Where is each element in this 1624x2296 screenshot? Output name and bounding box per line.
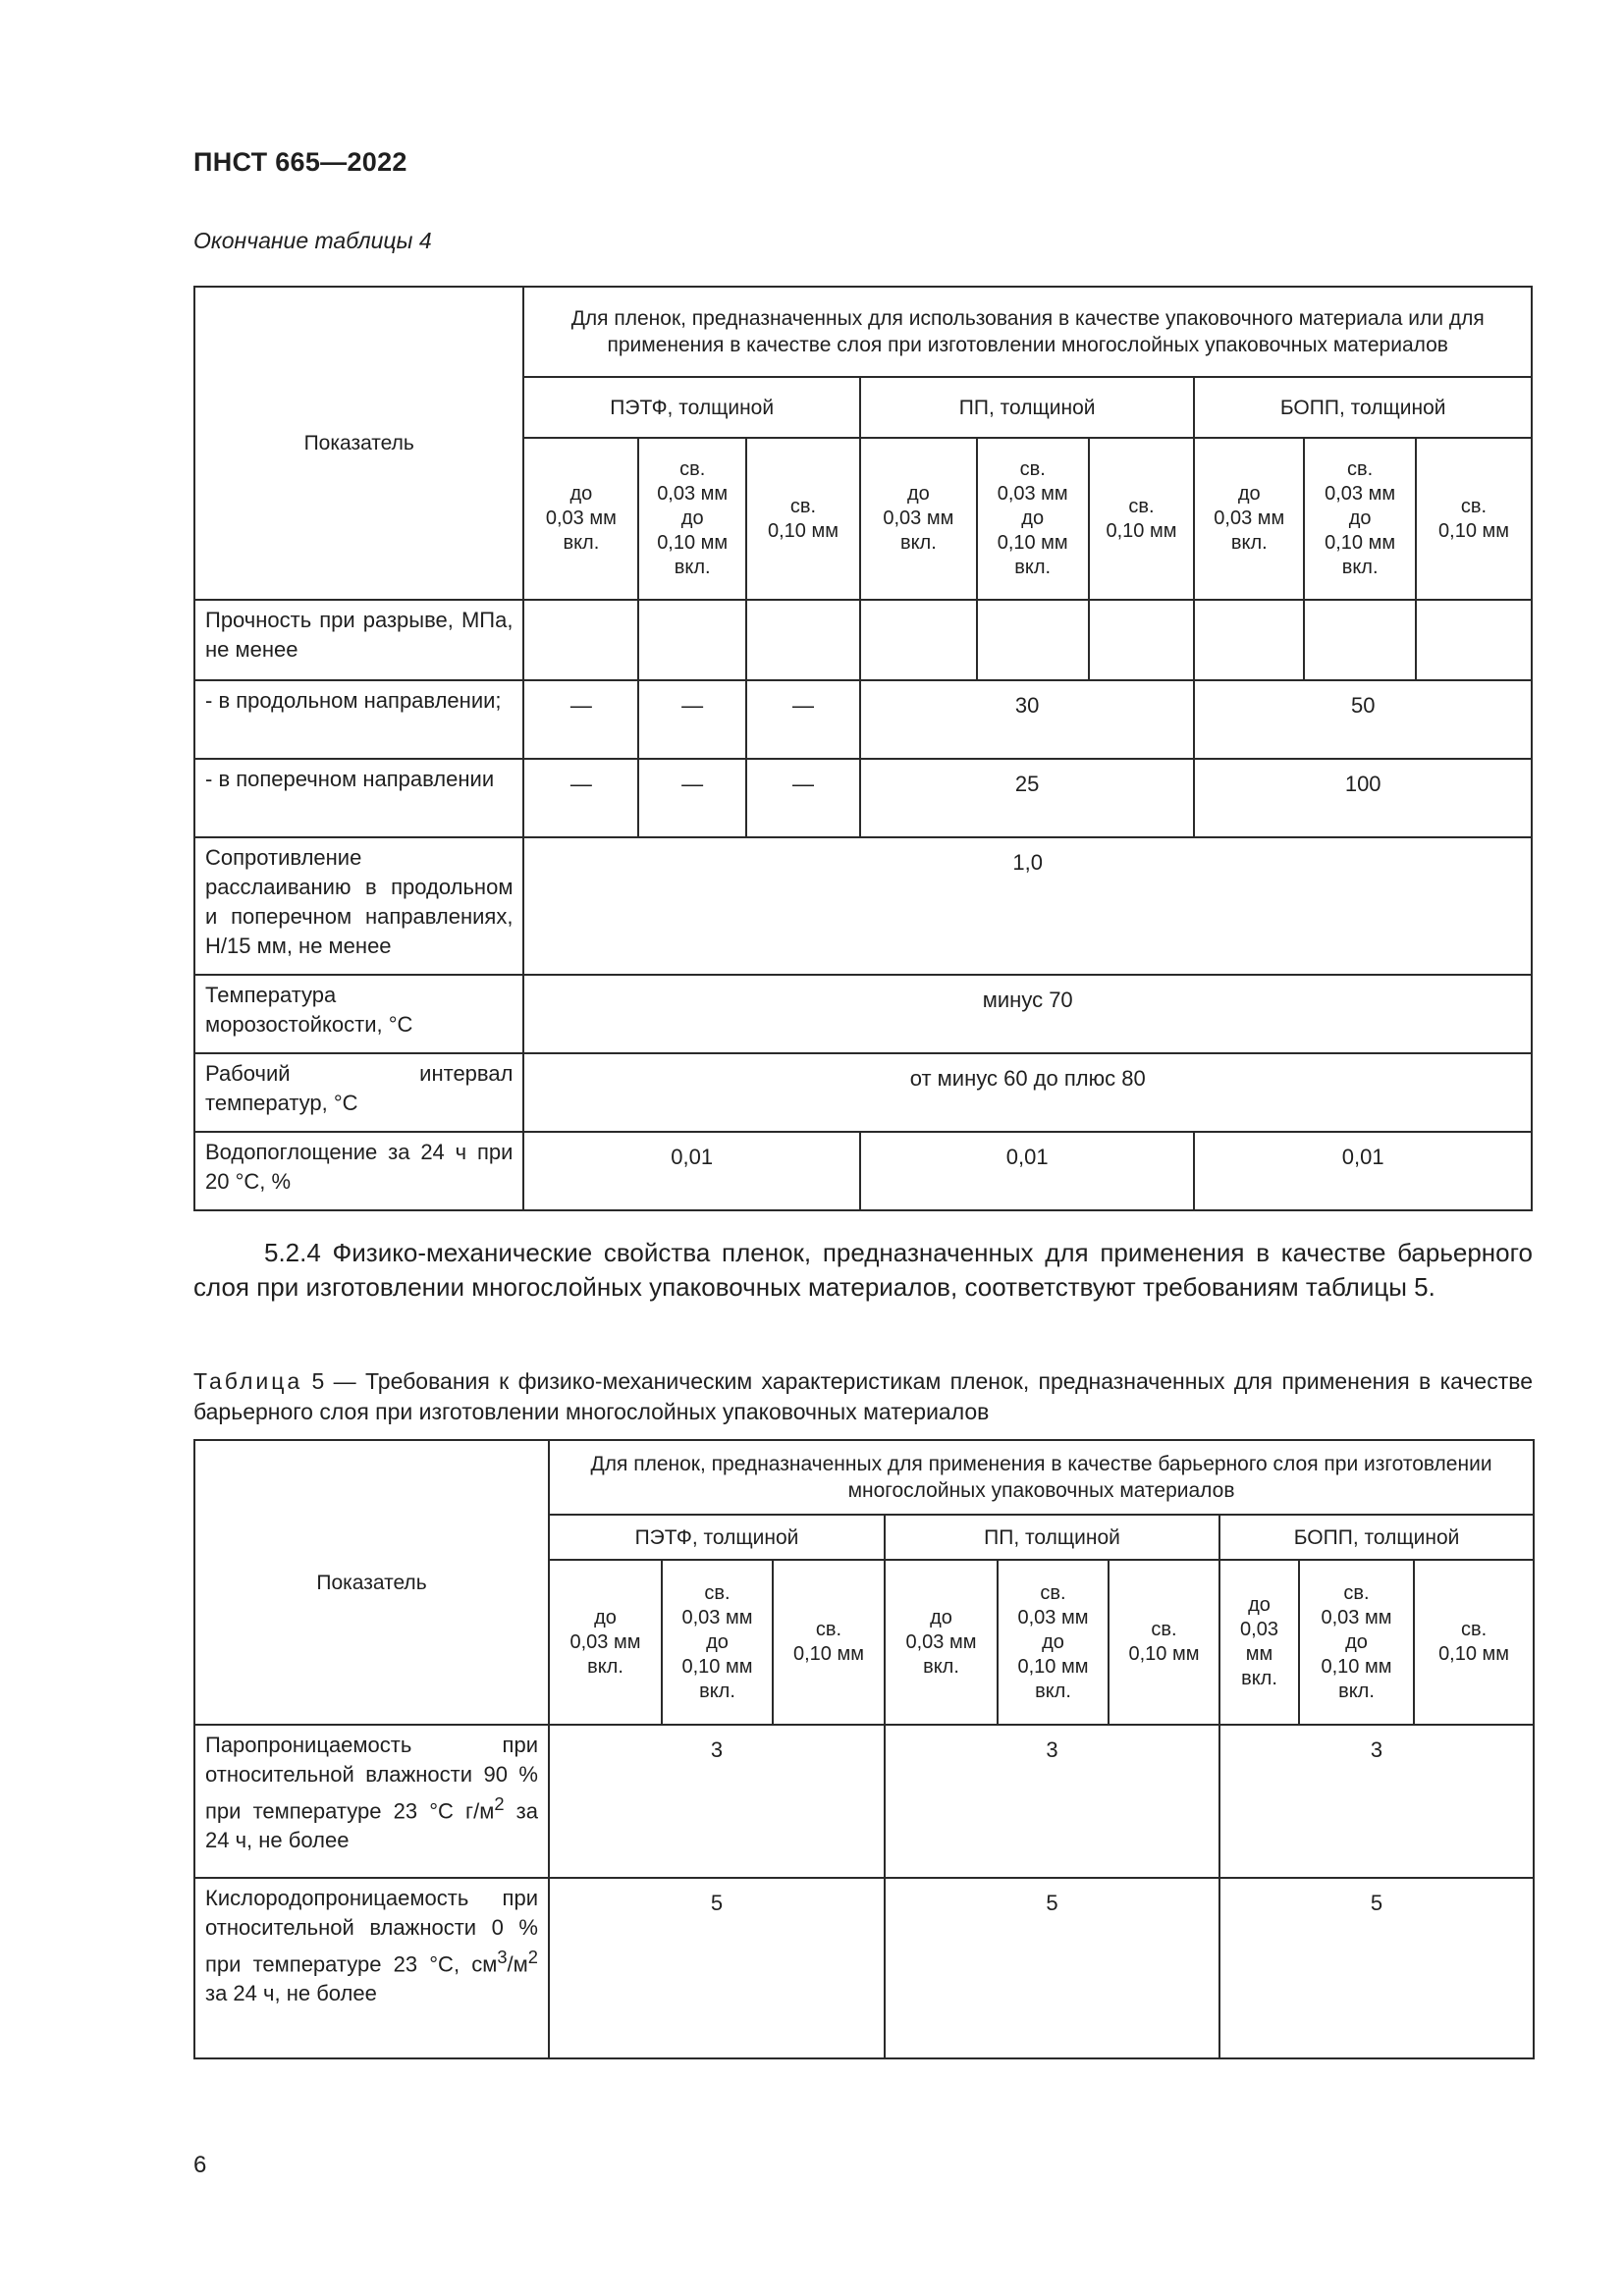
row-label-frost: Температура морозостойкости, °С: [194, 975, 523, 1053]
thickness-003-to-010: св. 0,03 мм до 0,10 мм вкл.: [1299, 1560, 1414, 1725]
row-label-vapor-permeability: Паропроницаемость при относительной влажности 90 % при температуре 23 °С $г/м^2$ за 24 ч, не более: [194, 1725, 549, 1878]
thickness-over-010: св. 0,10 мм: [1089, 438, 1195, 600]
material-bopp: БОПП, толщиной: [1194, 377, 1532, 438]
cell-value: 5: [885, 1878, 1219, 2058]
cell-value: 0,01: [523, 1132, 859, 1210]
table-row: [194, 1053, 1532, 1132]
row-label-delamination: Сопротивление расслаиванию в продольном и поперечном направлениях, Н/15 мм, не менее: [194, 837, 523, 975]
cell-value: от минус 60 до плюс 80: [523, 1053, 1532, 1132]
table-row: [194, 1725, 1534, 1878]
cell-value: 3: [1219, 1725, 1534, 1878]
thickness-over-010: св. 0,10 мм: [1109, 1560, 1219, 1725]
cell-value: 5: [1219, 1878, 1534, 2058]
cell-value: 0,01: [1194, 1132, 1532, 1210]
table-row: [194, 837, 1532, 975]
row-label-oxygen-permeability: Кислородопроницаемость при относительной влажности 0 % при температуре 23 °С, $см^3/м^2$ за 24 ч, не более: [194, 1878, 549, 2058]
row-label-water: Водопоглощение за 24 ч при 20 °С, %: [194, 1132, 523, 1210]
thickness-over-010: св. 0,10 мм: [1414, 1560, 1534, 1725]
cell-value: 5: [549, 1878, 885, 2058]
cell-value: 50: [1194, 680, 1532, 759]
thickness-over-010: св. 0,10 мм: [1416, 438, 1532, 600]
table-continuation-label: Окончание таблицы 4: [193, 228, 432, 253]
cell-value: —: [638, 759, 746, 837]
table-4: [193, 286, 1533, 1211]
indicator-header: Показатель: [194, 1440, 549, 1725]
table-row: [194, 680, 1532, 759]
row-label-strength: Прочность при разрыве, МПа, не менее: [194, 600, 523, 680]
material-pp: ПП, толщиной: [885, 1515, 1219, 1560]
thickness-over-010: св. 0,10 мм: [746, 438, 860, 600]
table-row: [194, 975, 1532, 1053]
row-label-longitudinal: - в продольном направлении;: [194, 680, 523, 759]
cell-value: —: [523, 759, 638, 837]
thickness-003-to-010: св. 0,03 мм до 0,10 мм вкл.: [638, 438, 746, 600]
cell-value: 3: [549, 1725, 885, 1878]
cell-value: —: [523, 680, 638, 759]
row-label-transverse: - в поперечном направлении: [194, 759, 523, 837]
material-pet: ПЭТФ, толщиной: [523, 377, 859, 438]
thickness-up-to-003: до 0,03 мм вкл.: [523, 438, 638, 600]
thickness-003-to-010: св. 0,03 мм до 0,10 мм вкл.: [977, 438, 1089, 600]
cell-value: —: [746, 680, 860, 759]
material-pet: ПЭТФ, толщиной: [549, 1515, 885, 1560]
row-label-working-range: Рабочий интервал температур, °С: [194, 1053, 523, 1132]
thickness-over-010: св. 0,10 мм: [773, 1560, 885, 1725]
indicator-header: Показатель: [194, 287, 523, 600]
cell-value: —: [638, 680, 746, 759]
table-row: [194, 1132, 1532, 1210]
thickness-up-to-003: до 0,03 мм вкл.: [1219, 1560, 1299, 1725]
table-5: [193, 1439, 1535, 2059]
material-bopp: БОПП, толщиной: [1219, 1515, 1534, 1560]
document-number: ПНСТ 665—2022: [193, 147, 407, 177]
group-title: Для пленок, предназначенных для использования в качестве упаковочного материала или для применения в качестве слоя при изготовлении многослойных упаковочных материалов: [523, 287, 1532, 377]
cell-value: 25: [860, 759, 1194, 837]
cell-value: —: [746, 759, 860, 837]
cell-value: 100: [1194, 759, 1532, 837]
cell-value: 3: [885, 1725, 1219, 1878]
thickness-003-to-010: св. 0,03 мм до 0,10 мм вкл.: [1304, 438, 1416, 600]
table-row: [194, 1878, 1534, 2058]
paragraph-5-2-4: 5.2.4 Физико-механические свойства пленок, предназначенных для применения в качестве барьерного слоя при изготовлении многослойных упаковочных материалов, соответствуют требованиям таблицы 5.: [193, 1238, 1533, 1302]
thickness-up-to-003: до 0,03 мм вкл.: [860, 438, 977, 600]
group-title: Для пленок, предназначенных для применения в качестве барьерного слоя при изготовлении многослойных упаковочных материалов: [549, 1440, 1534, 1515]
table-row: [194, 600, 1532, 680]
cell-value: 30: [860, 680, 1194, 759]
table-row: [194, 759, 1532, 837]
thickness-up-to-003: до 0,03 мм вкл.: [1194, 438, 1304, 600]
cell-value: 0,01: [860, 1132, 1194, 1210]
material-pp: ПП, толщиной: [860, 377, 1194, 438]
page-number: 6: [193, 2152, 207, 2178]
thickness-003-to-010: св. 0,03 мм до 0,10 мм вкл.: [998, 1560, 1109, 1725]
thickness-up-to-003: до 0,03 мм вкл.: [885, 1560, 998, 1725]
cell-value: 1,0: [523, 837, 1532, 975]
cell-value: минус 70: [523, 975, 1532, 1053]
thickness-up-to-003: до 0,03 мм вкл.: [549, 1560, 662, 1725]
table-5-caption: Таблица 5 — Требования к физико-механическим характеристикам пленок, предназначенных для применения в качестве барьерного слоя при изготовлении многослойных упаковочных материалов: [193, 1368, 1533, 1424]
thickness-003-to-010: св. 0,03 мм до 0,10 мм вкл.: [662, 1560, 773, 1725]
